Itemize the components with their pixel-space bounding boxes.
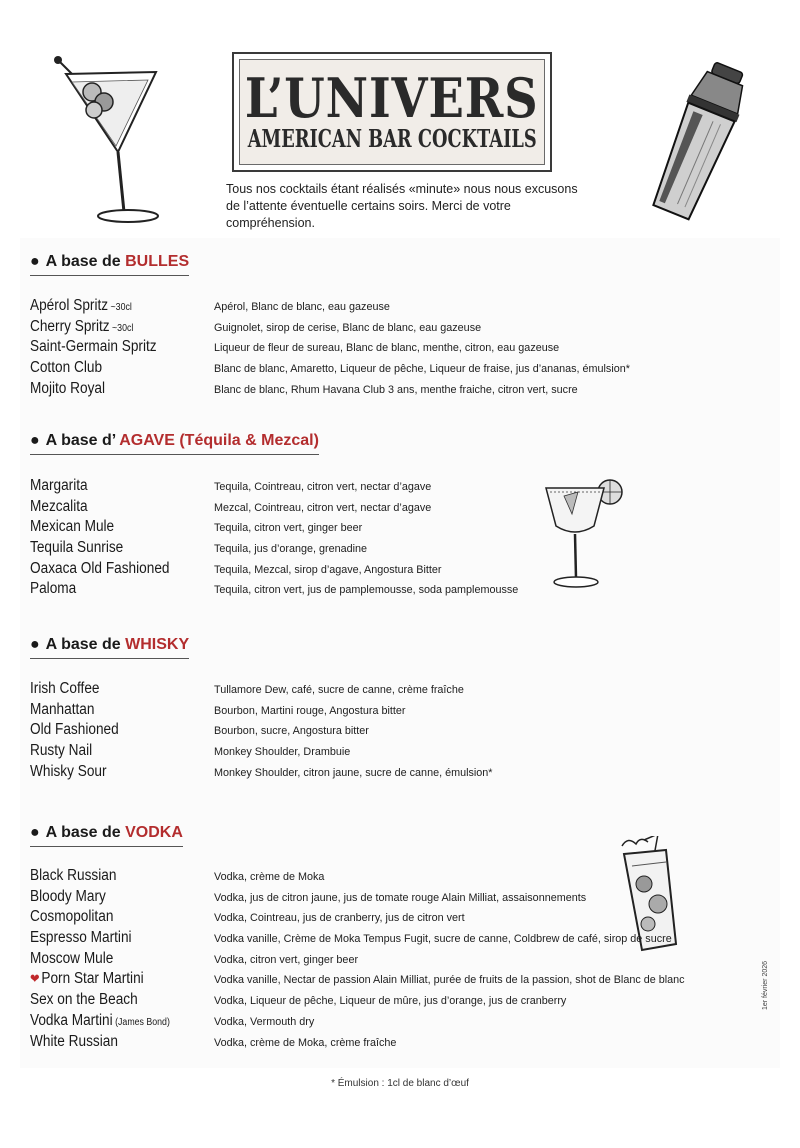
cocktail-ingredients: Apérol, Blanc de blanc, eau gazeuse — [214, 301, 390, 313]
list-bulles — [30, 296, 770, 399]
cocktail-name: Bloody Mary — [30, 887, 106, 905]
cocktail-name: Whisky Sour — [30, 762, 107, 780]
list-agave — [30, 476, 770, 600]
list-item — [30, 1011, 770, 1032]
section-accent: AGAVE (Téquila & Mezcal) — [119, 432, 319, 449]
intro-text: Tous nos cocktails étant réalisés «minute» nous nous excusons de l’attente éventuelle certains soirs. Merci de votre compréhension. — [226, 182, 578, 230]
cocktail-name: Apérol Spritz — [30, 297, 109, 314]
cocktail-name: Rusty Nail — [30, 742, 93, 760]
cocktail-ingredients: Vodka, citron vert, ginger beer — [214, 953, 359, 966]
cocktail-ingredients: Vodka, jus de citron jaune, jus de tomate rouge Alain Milliat, assaisonnements — [214, 891, 587, 904]
cocktail-ingredients: Guignolet, sirop de cerise, Blanc de blanc, eau gazeuse — [214, 321, 482, 334]
cocktail-name: Cotton Club — [30, 359, 103, 377]
cocktail-ingredients: Tequila, Mezcal, sirop d’agave, Angostura Bitter — [214, 563, 442, 576]
list-item — [30, 538, 770, 559]
section-prefix: A base d’ — [45, 432, 120, 449]
section-heading-bulles — [30, 253, 189, 276]
cocktail-name: Cosmopolitan — [30, 908, 114, 926]
cocktail-ingredients: Blanc de blanc, Rhum Havana Club 3 ans, menthe fraiche, citron vert, sucre — [214, 383, 578, 396]
list-item — [30, 928, 770, 949]
list-item — [30, 762, 770, 783]
cocktail-ingredients: Vodka vanille, Nectar de passion Alain Milliat, purée de fruits de la passion, shot de Blanc de blanc — [214, 974, 685, 987]
cocktail-name: Cherry Spritz — [30, 317, 110, 335]
bullet-icon: ● — [30, 824, 40, 841]
cocktail-name: Saint-Germain Spritz — [30, 338, 157, 356]
martini-glass-icon — [48, 52, 160, 234]
cocktail-ingredients: Blanc de blanc, Amaretto, Liqueur de pêche, Liqueur de fraise, jus d’ananas, émulsion* — [214, 363, 630, 376]
cocktail-ingredients: Tequila, Cointreau, citron vert, nectar d’agave — [214, 481, 432, 493]
logo — [232, 52, 552, 172]
cocktail-ingredients: Vodka, crème de Moka — [214, 871, 325, 883]
cocktail-name: Vodka Martini — [30, 1011, 113, 1029]
cocktail-name: Tequila Sunrise — [30, 539, 124, 557]
list-whisky — [30, 679, 770, 782]
cocktail-name: Irish Coffee — [30, 680, 100, 697]
list-item — [30, 969, 770, 990]
bullet-icon: ● — [30, 253, 40, 270]
list-item — [30, 358, 770, 379]
cocktail-name: Mezcalita — [30, 497, 88, 515]
list-item — [30, 379, 770, 400]
section-accent: VODKA — [125, 824, 183, 841]
cocktail-ingredients: Monkey Shoulder, Drambuie — [214, 746, 351, 759]
cocktail-name: White Russian — [30, 1032, 118, 1050]
cocktail-ingredients: Bourbon, sucre, Angostura bitter — [214, 725, 369, 738]
list-item — [30, 741, 770, 762]
margarita-glass-icon — [540, 474, 630, 592]
cocktail-note: (James Bond) — [112, 1016, 170, 1028]
bullet-icon: ● — [30, 636, 40, 653]
cocktail-name: Black Russian — [30, 867, 117, 884]
list-item — [30, 337, 770, 358]
cocktail-ingredients: Tequila, citron vert, jus de pamplemousse, soda pamplemousse — [214, 584, 519, 597]
footnote: * Émulsion : 1cl de blanc d’œuf — [331, 1078, 469, 1089]
cocktail-name: Sex on the Beach — [30, 991, 138, 1009]
list-item — [30, 317, 770, 338]
section-prefix: A base de — [45, 636, 126, 653]
cocktail-ingredients: Tequila, citron vert, ginger beer — [214, 522, 363, 535]
bullet-icon: ● — [30, 432, 40, 449]
cocktail-name: Paloma — [30, 580, 77, 598]
list-item — [30, 517, 770, 538]
cocktail-ingredients: Vodka, crème de Moka, crème fraîche — [214, 1036, 397, 1049]
cocktail-name: Manhattan — [30, 700, 95, 718]
cocktail-note: ~30cl — [109, 322, 134, 334]
cocktail-ingredients: Vodka, Cointreau, jus de cranberry, jus de citron vert — [214, 912, 465, 925]
cocktail-ingredients: Vodka, Liqueur de pêche, Liqueur de mûre, jus d’orange, jus de cranberry — [214, 995, 567, 1008]
cocktail-name: Espresso Martini — [30, 929, 132, 947]
list-item — [30, 887, 770, 908]
list-item — [30, 296, 770, 317]
list-item — [30, 720, 770, 741]
list-item — [30, 559, 770, 580]
cocktail-name: Oaxaca Old Fashioned — [30, 559, 170, 577]
list-item — [30, 907, 770, 928]
list-item — [30, 990, 770, 1011]
cocktail-name: Mojito Royal — [30, 379, 106, 397]
cocktail-name: Mexican Mule — [30, 518, 115, 536]
list-item — [30, 949, 770, 970]
cocktail-ingredients: Liqueur de fleur de sureau, Blanc de blanc, menthe, citron, eau gazeuse — [214, 342, 560, 355]
section-prefix: A base de — [45, 824, 126, 841]
cocktail-ingredients: Mezcal, Cointreau, citron vert, nectar d’agave — [214, 501, 432, 514]
date-note: 1er février 2026 — [762, 960, 769, 1010]
logo-subtitle: AMERICAN BAR COCKTAILS — [247, 124, 537, 153]
list-item — [30, 679, 770, 700]
cocktail-ingredients: Tullamore Dew, café, sucre de canne, crème fraîche — [214, 684, 464, 696]
cocktail-ingredients: Bourbon, Martini rouge, Angostura bitter — [214, 704, 406, 717]
list-item — [30, 579, 770, 600]
heart-icon: ❤ — [30, 971, 40, 987]
list-item — [30, 497, 770, 518]
cocktail-ingredients: Tequila, jus d’orange, grenadine — [214, 543, 368, 556]
cocktail-name: Porn Star Martini — [41, 970, 144, 988]
section-heading-agave — [30, 432, 319, 455]
list-item — [30, 1032, 770, 1053]
section-accent: BULLES — [125, 253, 190, 270]
list-vodka — [30, 866, 770, 1052]
cocktail-name: Moscow Mule — [30, 949, 114, 967]
section-prefix: A base de — [45, 253, 126, 270]
cocktail-shaker-icon — [640, 58, 760, 228]
cocktail-name: Margarita — [30, 477, 88, 494]
list-item — [30, 700, 770, 721]
cocktail-ingredients: Vodka vanille, Crème de Moka Tempus Fugit, sucre de canne, Coldbrew de café, sirop de sucre — [214, 933, 672, 946]
section-heading-vodka — [30, 824, 183, 847]
logo-title: L’UNIVERS — [245, 66, 539, 130]
list-item — [30, 476, 770, 497]
cocktail-note: ~30cl — [108, 302, 132, 313]
list-item — [30, 866, 770, 887]
section-heading-whisky — [30, 636, 189, 659]
cocktail-name: Old Fashioned — [30, 721, 119, 739]
section-accent: WHISKY — [125, 636, 190, 653]
cocktail-ingredients: Monkey Shoulder, citron jaune, sucre de canne, émulsion* — [214, 766, 493, 779]
cocktail-ingredients: Vodka, Vermouth dry — [214, 1015, 315, 1028]
